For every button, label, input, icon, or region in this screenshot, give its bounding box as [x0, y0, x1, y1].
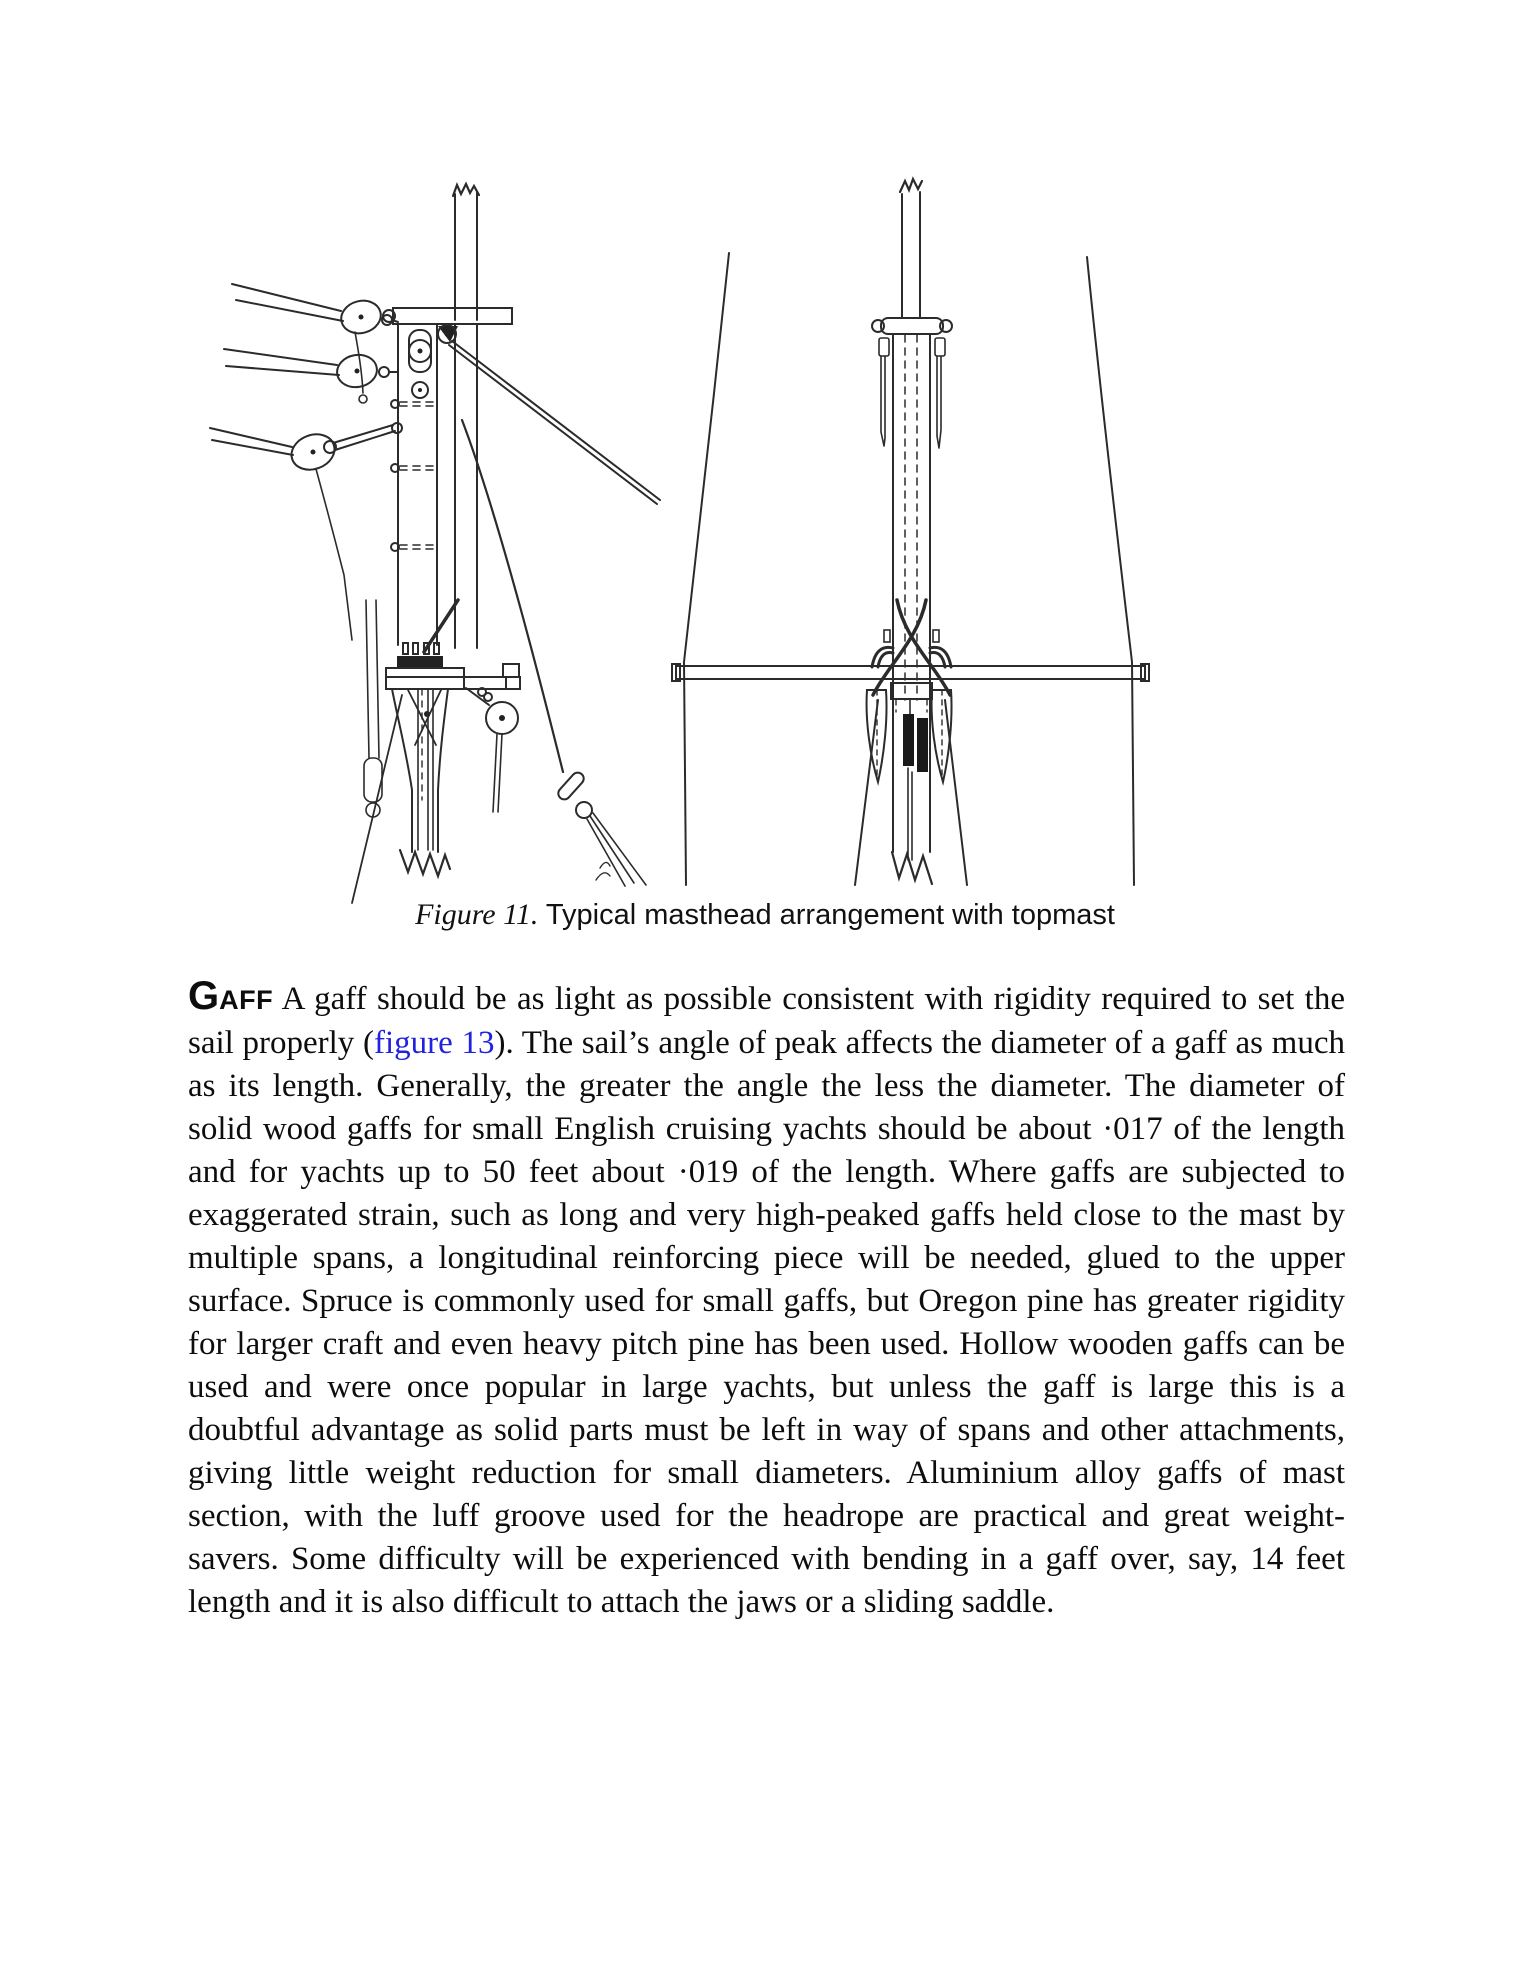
paragraph-gaff: [188, 975, 1345, 1624]
figure-caption-label: Figure 11.: [415, 898, 539, 931]
figure-11-illustration: [150, 140, 1350, 915]
paragraph-text-after-link: ). The sail’s angle of peak affects the diameter of a gaff as much as its length. Generally, the greater the angle the less the diameter. The diameter of solid wood gaffs for small English cruising yachts should be about ·017 of the length and for yachts up to 50 feet about ·019 of the length. Where gaffs are subjected to exaggerated strain, such as long and very high-peaked gaffs held close to the mast by multiple spans, a longitudinal reinforcing piece will be needed, glued to the upper surface. Spruce is commonly used for small gaffs, but Oregon pine has greater rigidity for larger craft and even heavy pitch pine has been used. Hollow wooden gaffs can be used and were once popular in large yachts, but unless the gaff is large this is a doubtful advantage as solid parts must be left in way of spans and other attachments, giving little weight reduction for small diameters. Aluminium alloy gaffs of mast section, with the luff groove used for the headrope are practical and great weight-savers. Some difficulty will be experienced with bending in a gaff over, say, 14 feet length and it is also difficult to attach the jaws or a sliding saddle.: [188, 1025, 1345, 1620]
lead-word-gaff: GAFF: [188, 974, 274, 1018]
paragraph-text-before-link: A gaff should be as light as possible consistent with rigidity required to set the sail properly (: [188, 981, 1345, 1061]
figure-11: [150, 140, 1350, 915]
figure-13-link[interactable]: figure 13: [373, 1025, 495, 1061]
left-masthead-drawing: [210, 184, 660, 903]
figure-caption-text: Typical masthead arrangement with topmast: [538, 899, 1115, 931]
figure-caption: [0, 898, 1530, 932]
right-masthead-drawing: [672, 179, 1149, 885]
